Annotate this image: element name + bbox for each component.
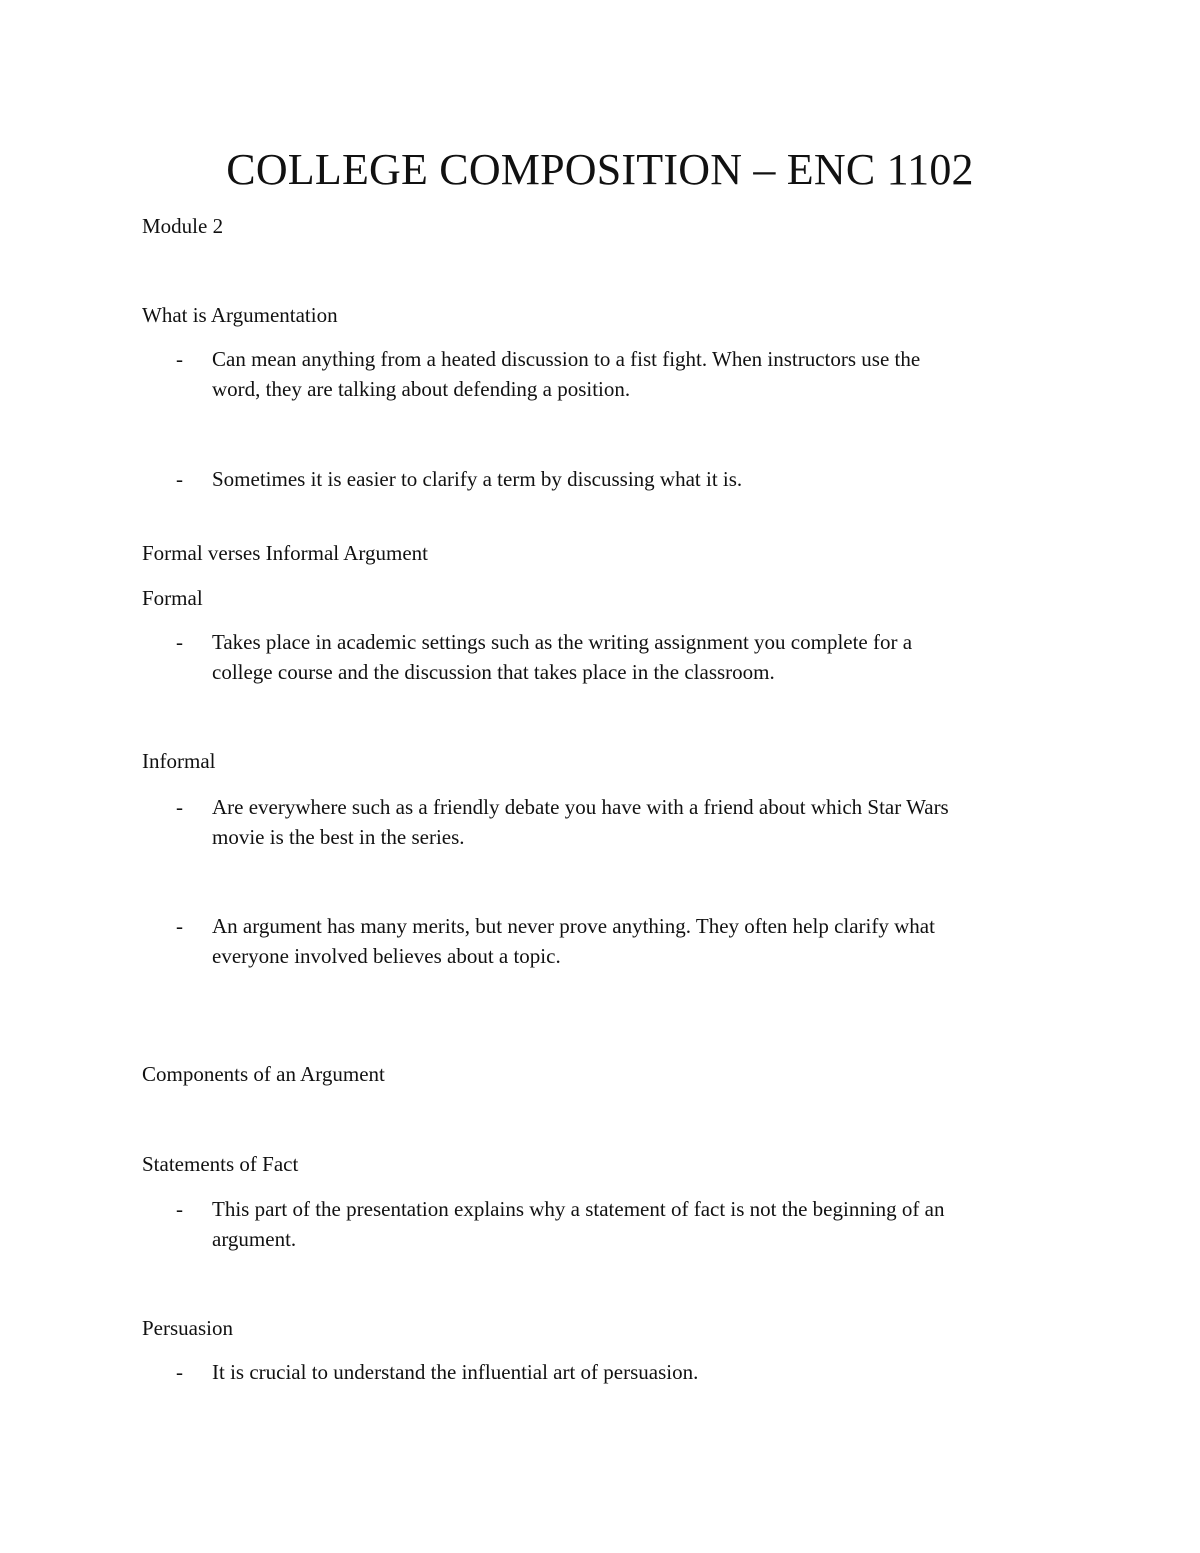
section-heading-formal-vs-informal: Formal verses Informal Argument [142, 541, 428, 565]
bullet-dash: - [176, 914, 183, 938]
list-item-text [212, 792, 1052, 852]
bullet-dash: - [176, 467, 183, 491]
bullet-dash: - [176, 795, 183, 819]
list-item-line: movie is the best in the series. [212, 825, 465, 849]
list-item-line: word, they are talking about defending a position. [212, 377, 631, 401]
list-item-text [212, 1357, 1052, 1387]
list-item-line: argument. [212, 1227, 297, 1251]
list-item-text [212, 344, 1052, 404]
bullet-dash: - [176, 1197, 183, 1221]
list-item-line: Sometimes it is easier to clarify a term by discussing what it is. [212, 467, 743, 491]
list-item-line: Can mean anything from a heated discussion to a fist fight. When instructors use the [212, 347, 921, 371]
list-item-text [212, 911, 1052, 971]
section-heading-argumentation: What is Argumentation [142, 303, 338, 327]
document-title: COLLEGE COMPOSITION – ENC 1102 [226, 145, 974, 194]
list-item-line: It is crucial to understand the influential art of persuasion. [212, 1360, 699, 1384]
list-item-line: everyone involved believes about a topic. [212, 944, 561, 968]
section-heading-persuasion: Persuasion [142, 1316, 233, 1340]
list-item-text [212, 1194, 1052, 1254]
bullet-dash: - [176, 347, 183, 371]
list-item-line: This part of the presentation explains why a statement of fact is not the beginning of an [212, 1197, 945, 1221]
list-item-line: Are everywhere such as a friendly debate you have with a friend about which Star Wars [212, 795, 949, 819]
section-heading-statements-of-fact: Statements of Fact [142, 1152, 299, 1176]
list-item-text [212, 627, 1052, 687]
list-item-line: college course and the discussion that takes place in the classroom. [212, 660, 775, 684]
module-label: Module 2 [142, 214, 224, 238]
list-item-line: Takes place in academic settings such as the writing assignment you complete for a [212, 630, 913, 654]
bullet-dash: - [176, 1360, 183, 1384]
subheading-formal: Formal [142, 586, 203, 610]
bullet-dash: - [176, 630, 183, 654]
list-item-text [212, 464, 1052, 494]
section-heading-components: Components of an Argument [142, 1062, 385, 1086]
list-item-line: An argument has many merits, but never prove anything. They often help clarify what [212, 914, 935, 938]
subheading-informal: Informal [142, 749, 216, 773]
